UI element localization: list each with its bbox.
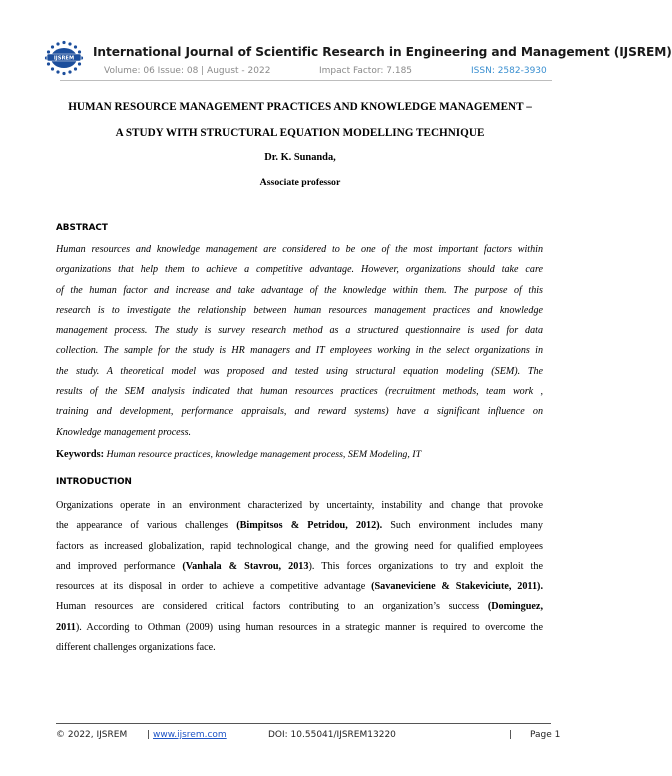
journal-website-link[interactable]: www.ijsrem.com — [153, 730, 227, 740]
issn: ISSN: 2582-3930 — [471, 66, 547, 76]
keywords-list: Human resource practices, knowledge management process, SEM Modeling, IT — [104, 449, 422, 460]
svg-text:IJSREM: IJSREM — [53, 55, 75, 62]
citation: (Savaneviciene & Stakeviciute, 2011). — [371, 581, 543, 593]
abstract-line: of the human factor and increase and take advantage of the knowledge within them. The purpose of this — [56, 284, 543, 296]
author-affiliation: Associate professor — [259, 177, 341, 188]
abstract-line: Human resources and knowledge management are considered to be one of the most important factors within — [56, 244, 543, 255]
impact-factor: Impact Factor: 7.185 — [319, 66, 413, 76]
paper-title-line-1: HUMAN RESOURCE MANAGEMENT PRACTICES AND KNOWLEDGE MANAGEMENT – — [68, 101, 532, 113]
intro-line: and improved performance (Vanhala & Stavrou, 2013). This forces organizations to try and exploit the — [56, 560, 543, 572]
intro-line: 2011). According to Othman (2009) using human resources in a strategic manner is required to overcome the — [56, 621, 543, 633]
footer-copyright: © 2022, IJSREM — [56, 730, 128, 740]
introduction-body — [56, 496, 543, 658]
abstract-line: organizations that help them to achieve a competitive advantage. However, organizations should take care — [56, 264, 543, 276]
keywords — [56, 449, 421, 460]
abstract-body — [56, 240, 543, 443]
abstract-line: management process. The study is survey research method as a structured questionnaire is used for data — [56, 325, 543, 337]
keywords-label: Keywords: — [56, 449, 105, 460]
ijsrem-logo — [38, 38, 90, 78]
intro-line: factors as increased globalization, rapid technological change, and the growing need for qualified employees — [56, 540, 543, 552]
introduction-heading: INTRODUCTION — [56, 477, 132, 487]
abstract-line: collection. The sample for the study is HR managers and IT employees working in the select organizations in — [56, 345, 543, 357]
abstract-line: research is to investigate the relationship between human resources management practices and knowledge — [56, 304, 543, 316]
footer-separator: | — [147, 730, 151, 740]
author-name: Dr. K. Sunanda, — [264, 152, 336, 163]
abstract-heading: ABSTRACT — [56, 223, 108, 233]
abstract-line: Knowledge management process. — [56, 426, 192, 438]
intro-line: Human resources are considered critical factors contributing to an organization’s success (Dominguez, — [56, 601, 543, 613]
paper-title-line-2: A STUDY WITH STRUCTURAL EQUATION MODELLING TECHNIQUE — [115, 127, 485, 139]
citation: (Dominguez, — [487, 601, 543, 613]
citation: 2011 — [56, 621, 76, 633]
citation: (Vanhala & Stavrou, 2013 — [182, 560, 309, 572]
header-divider — [60, 80, 552, 81]
volume-issue: Volume: 06 Issue: 08 | August - 2022 — [104, 66, 271, 76]
abstract-line: training and development, performance appraisals, and reward systems) have a significant influence on — [56, 406, 543, 418]
abstract-line: the study. A theoretical model was proposed and tested using structural equation modeling (SEM). The — [56, 365, 543, 377]
intro-line: the appearance of various challenges (Bimpitsos & Petridou, 2012). Such environment includes many — [56, 520, 543, 532]
intro-line: different challenges organizations face. — [56, 642, 216, 654]
intro-line: Organizations operate in an environment characterized by uncertainty, instability and change that provoke — [56, 500, 543, 511]
page-number: Page 1 — [530, 730, 561, 740]
footer-separator: | — [509, 730, 513, 740]
footer-divider — [56, 723, 551, 724]
citation: (Bimpitsos & Petridou, 2012). — [236, 520, 383, 532]
abstract-line: results of the SEM analysis indicated that human resources practices (recruitment methods, team work , — [56, 386, 543, 398]
intro-line: resources at its disposal in order to achieve a competitive advantage (Savaneviciene & Stakeviciute, 2011). — [56, 581, 543, 593]
journal-title: International Journal of Scientific Research in Engineering and Management (IJSREM) — [93, 45, 672, 59]
footer-doi: DOI: 10.55041/IJSREM13220 — [268, 730, 396, 740]
